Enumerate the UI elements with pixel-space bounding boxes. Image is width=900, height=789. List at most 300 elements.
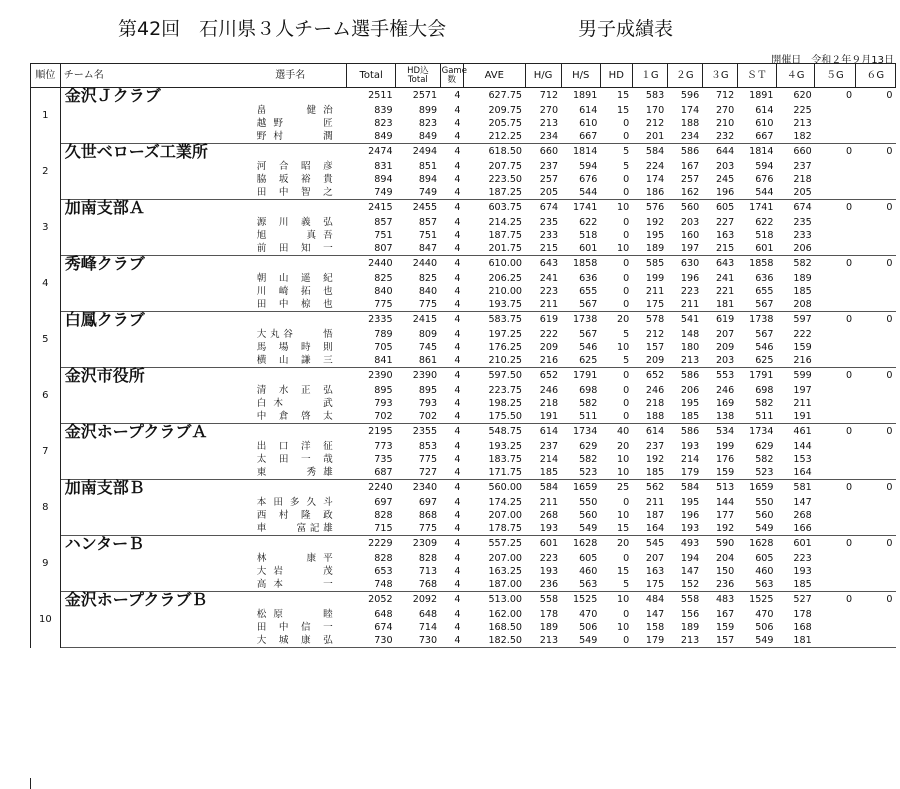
- player-ave: 175.50: [463, 410, 525, 424]
- player-st: 655: [755, 285, 774, 297]
- player-hg: 218: [539, 397, 559, 409]
- player-hd-total: 823: [418, 117, 438, 129]
- player-ave: 207.00: [488, 552, 523, 564]
- player-hs: 636: [579, 272, 598, 284]
- col-ave: AVE: [463, 64, 525, 88]
- player-hs: 506: [579, 621, 598, 633]
- player-g6-empty: [855, 440, 895, 453]
- team-hd-total: 2355: [396, 424, 441, 441]
- player-row: [31, 621, 896, 634]
- player-g3: 159: [702, 466, 737, 480]
- player-row: [31, 440, 896, 453]
- team-hd-total: 2440: [396, 256, 441, 273]
- player-games: 4: [454, 384, 461, 396]
- player-g5-empty: [815, 397, 855, 410]
- player-name: 脇坂裕貴: [256, 173, 333, 185]
- player-st: 460: [755, 565, 774, 577]
- player-g2: 206: [680, 384, 700, 396]
- team-games: 4: [440, 424, 463, 441]
- player-g4: 178: [793, 608, 812, 620]
- team-ave: 513.00: [463, 592, 525, 609]
- player-hs: 625: [561, 354, 600, 368]
- player-g4: 216: [777, 354, 815, 368]
- team-g3: 553: [702, 368, 737, 385]
- player-row: [31, 509, 896, 522]
- player-hs: 560: [579, 509, 598, 521]
- team-total: 2195: [347, 424, 396, 441]
- player-g5-empty: [815, 522, 855, 536]
- player-hd: 15: [616, 104, 630, 116]
- player-ave: 187.25: [463, 186, 525, 200]
- player-hs: 582: [579, 453, 598, 465]
- player-ave: 171.75: [463, 466, 525, 480]
- player-hd-total: 697: [418, 496, 438, 508]
- player-g1: 179: [632, 634, 667, 648]
- team-g4: 581: [777, 480, 815, 497]
- team-hd: 10: [600, 200, 632, 217]
- player-g1: 175: [632, 298, 667, 312]
- team-g6: 0: [855, 312, 895, 329]
- player-g3: 176: [715, 453, 735, 465]
- player-g3: 167: [715, 608, 735, 620]
- player-ave: 193.25: [488, 440, 523, 452]
- team-total: 2511: [347, 88, 396, 105]
- player-hg: 193: [539, 565, 559, 577]
- col-hd-total-line1: HD込: [407, 65, 429, 76]
- player-name: 清水正弘: [256, 384, 333, 396]
- player-games: 4: [454, 328, 461, 340]
- player-hd: 0: [623, 608, 630, 620]
- player-g3: 236: [702, 578, 737, 592]
- team-g5: 0: [815, 88, 855, 105]
- player-g3: 199: [715, 440, 735, 452]
- player-hs: 550: [579, 496, 598, 508]
- player-total: 735: [374, 453, 393, 465]
- player-st: 676: [755, 173, 774, 185]
- player-st: 622: [755, 216, 774, 228]
- player-g5-empty: [815, 440, 855, 453]
- player-hd-total: 730: [396, 634, 441, 648]
- player-hd: 10: [616, 509, 630, 521]
- player-ave: 223.75: [488, 384, 523, 396]
- player-hs: 622: [579, 216, 598, 228]
- player-g2: 180: [680, 341, 700, 353]
- player-total: 748: [347, 578, 396, 592]
- player-g2: 194: [680, 552, 700, 564]
- player-hg: 213: [525, 634, 561, 648]
- player-games: 4: [454, 496, 461, 508]
- player-g6-empty: [855, 466, 895, 480]
- player-g2: 152: [667, 578, 702, 592]
- player-ave: 207.75: [488, 160, 523, 172]
- player-name: 高本 一: [60, 578, 347, 592]
- player-g4: 222: [793, 328, 812, 340]
- player-g6-empty: [855, 341, 895, 354]
- player-g4: 181: [777, 634, 815, 648]
- player-st: 550: [755, 496, 774, 508]
- player-row: [31, 216, 896, 229]
- team-g4: 601: [777, 536, 815, 553]
- col-g2: ２G: [667, 64, 702, 88]
- player-games: 4: [440, 130, 463, 144]
- player-g1: 192: [645, 453, 665, 465]
- player-row: [31, 186, 896, 200]
- player-name: 田中信一: [256, 621, 333, 633]
- player-g4: 206: [777, 242, 815, 256]
- player-hd: 0: [623, 173, 630, 185]
- team-g4: 599: [777, 368, 815, 385]
- player-row: [31, 104, 896, 117]
- player-hg: 191: [525, 410, 561, 424]
- player-g6-empty: [855, 496, 895, 509]
- player-hs: 523: [561, 466, 600, 480]
- player-total: 653: [374, 565, 393, 577]
- player-name: 越野 匠: [256, 117, 333, 129]
- team-g3: 644: [702, 144, 737, 161]
- player-ave: 163.25: [488, 565, 523, 577]
- player-hg: 193: [525, 522, 561, 536]
- player-hd-total: 793: [418, 397, 438, 409]
- player-hd-total: 849: [396, 130, 441, 144]
- player-g6-empty: [855, 634, 895, 648]
- player-hd-total: 894: [418, 173, 438, 185]
- player-row: [31, 634, 896, 648]
- player-st: 567: [737, 298, 776, 312]
- player-name: 旭 真吾: [256, 229, 333, 241]
- team-total: 2390: [347, 368, 396, 385]
- player-ave: 209.75: [488, 104, 523, 116]
- team-g5: 0: [815, 256, 855, 273]
- player-total: 749: [347, 186, 396, 200]
- player-g3: 177: [715, 509, 735, 521]
- player-g5-empty: [815, 285, 855, 298]
- player-st: 629: [755, 440, 774, 452]
- player-games: 4: [440, 242, 463, 256]
- player-g2: 203: [680, 216, 700, 228]
- team-g4: 620: [777, 88, 815, 105]
- team-hd: 15: [600, 88, 632, 105]
- player-hg: 236: [525, 578, 561, 592]
- team-g1: 562: [632, 480, 667, 497]
- player-ave: 210.00: [488, 285, 523, 297]
- player-g1: 201: [632, 130, 667, 144]
- team-name: 加南支部Ｂ: [60, 480, 347, 497]
- player-name: 本田多久斗: [256, 496, 333, 508]
- player-hg: 237: [539, 160, 559, 172]
- team-hd: 40: [600, 424, 632, 441]
- player-g1: 211: [645, 285, 665, 297]
- player-games: 4: [454, 621, 461, 633]
- player-g6-empty: [855, 552, 895, 565]
- player-g1: 175: [632, 578, 667, 592]
- table-border-tail: [30, 778, 31, 789]
- team-g2: 584: [667, 480, 702, 497]
- player-g2: 185: [667, 410, 702, 424]
- player-ave: 178.75: [463, 522, 525, 536]
- col-games-line2: 数: [447, 74, 457, 85]
- player-g6-empty: [855, 285, 895, 298]
- team-games: 4: [440, 312, 463, 329]
- team-name: 金沢ホープクラブＢ: [60, 592, 347, 609]
- player-g2: 223: [680, 285, 700, 297]
- player-g4: 168: [793, 621, 812, 633]
- player-g3: 196: [702, 186, 737, 200]
- player-games: 4: [454, 272, 461, 284]
- player-hg: 235: [539, 216, 559, 228]
- team-hg: 619: [525, 312, 561, 329]
- player-name: 田中智之: [60, 186, 347, 200]
- team-g6: 0: [855, 536, 895, 553]
- player-total: 841: [347, 354, 396, 368]
- player-g3: 232: [702, 130, 737, 144]
- team-name: 白鳳クラブ: [60, 312, 347, 329]
- team-st: 1814: [737, 144, 776, 161]
- player-g5-empty: [815, 130, 855, 144]
- team-g5: 0: [815, 200, 855, 217]
- player-g6-empty: [855, 117, 895, 130]
- player-total: 831: [374, 160, 393, 172]
- player-name: 河合昭彦: [256, 160, 333, 172]
- player-g4: 144: [793, 440, 812, 452]
- team-g6: 0: [855, 592, 895, 609]
- team-g6: 0: [855, 88, 895, 105]
- team-ave: 618.50: [463, 144, 525, 161]
- player-g1: 211: [645, 496, 665, 508]
- player-g4: 213: [793, 117, 812, 129]
- player-g3: 245: [715, 173, 735, 185]
- player-st: 636: [755, 272, 774, 284]
- player-g6-empty: [855, 384, 895, 397]
- player-hs: 518: [579, 229, 598, 241]
- player-hd: 0: [600, 634, 632, 648]
- player-g2: 167: [680, 160, 700, 172]
- player-g4: 193: [793, 565, 812, 577]
- player-hd-total: 648: [418, 608, 438, 620]
- player-g5-empty: [815, 634, 855, 648]
- team-hg: 652: [525, 368, 561, 385]
- player-hd: 0: [623, 397, 630, 409]
- player-hs: 601: [561, 242, 600, 256]
- player-g1: 237: [645, 440, 665, 452]
- team-row: [31, 88, 896, 105]
- player-g1: 164: [632, 522, 667, 536]
- player-g2: 213: [667, 634, 702, 648]
- player-total: 839: [374, 104, 393, 116]
- team-g3: 590: [702, 536, 737, 553]
- player-st: 523: [737, 466, 776, 480]
- team-g3: 712: [702, 88, 737, 105]
- team-g1: 484: [632, 592, 667, 609]
- player-total: 773: [374, 440, 393, 452]
- team-g4: 674: [777, 200, 815, 217]
- player-st: 698: [755, 384, 774, 396]
- col-games: [440, 64, 467, 88]
- team-rank: 9: [31, 536, 61, 592]
- team-name: 金沢Ｊクラブ: [60, 88, 347, 105]
- player-hd: 10: [616, 453, 630, 465]
- player-st: 511: [737, 410, 776, 424]
- player-total: 793: [374, 397, 393, 409]
- player-row: [31, 285, 896, 298]
- team-g4: 527: [777, 592, 815, 609]
- player-row: [31, 117, 896, 130]
- player-games: 4: [454, 216, 461, 228]
- player-g4: 218: [793, 173, 812, 185]
- player-total: 825: [374, 272, 393, 284]
- team-ave: 560.00: [463, 480, 525, 497]
- player-st: 582: [755, 453, 774, 465]
- player-hd: 5: [600, 578, 632, 592]
- player-total: 648: [374, 608, 393, 620]
- team-g2: 560: [667, 200, 702, 217]
- team-hd-total: 2455: [396, 200, 441, 217]
- player-hs: 610: [579, 117, 598, 129]
- player-row: [31, 466, 896, 480]
- player-g6-empty: [855, 509, 895, 522]
- team-hg: 660: [525, 144, 561, 161]
- team-row: [31, 592, 896, 609]
- player-g2: 189: [680, 621, 700, 633]
- player-g6-empty: [855, 130, 895, 144]
- player-row: [31, 608, 896, 621]
- player-g6-empty: [855, 272, 895, 285]
- player-g1: 170: [645, 104, 665, 116]
- player-hd: 20: [616, 440, 630, 452]
- header-row: [31, 64, 896, 88]
- player-total: 697: [374, 496, 393, 508]
- player-g2: 234: [667, 130, 702, 144]
- team-hg: 584: [525, 480, 561, 497]
- player-row: [31, 242, 896, 256]
- player-g2: 179: [667, 466, 702, 480]
- player-hd: 0: [600, 186, 632, 200]
- player-hd: 0: [623, 272, 630, 284]
- team-st: 1525: [737, 592, 776, 609]
- col-st: ＳＴ: [737, 64, 776, 88]
- player-g6-empty: [855, 453, 895, 466]
- team-st: 1628: [737, 536, 776, 553]
- team-total: 2052: [347, 592, 396, 609]
- player-name: 源川義弘: [256, 216, 333, 228]
- player-row: [31, 298, 896, 312]
- player-st: 549: [737, 634, 776, 648]
- player-g3: 192: [702, 522, 737, 536]
- team-games: 4: [440, 592, 463, 609]
- player-games: 4: [454, 397, 461, 409]
- tournament-title: 第42回 石川県３人チーム選手権大会: [118, 18, 447, 40]
- player-g2: 147: [680, 565, 700, 577]
- team-g3: 643: [702, 256, 737, 273]
- player-g6-empty: [855, 522, 895, 536]
- team-hg: 674: [525, 200, 561, 217]
- team-games: 4: [440, 88, 463, 105]
- team-ave: 627.75: [463, 88, 525, 105]
- player-g4: 235: [793, 216, 812, 228]
- player-hg: 189: [539, 621, 559, 633]
- player-total: 840: [374, 285, 393, 297]
- player-hg: 223: [539, 285, 559, 297]
- player-hg: 270: [539, 104, 559, 116]
- team-g4: 461: [777, 424, 815, 441]
- player-g3: 138: [702, 410, 737, 424]
- player-g5-empty: [815, 509, 855, 522]
- team-g6: 0: [855, 144, 895, 161]
- team-hd: 20: [600, 312, 632, 329]
- player-g3: 181: [702, 298, 737, 312]
- player-g6-empty: [855, 328, 895, 341]
- player-g4: 189: [793, 272, 812, 284]
- player-g1: 218: [645, 397, 665, 409]
- player-hs: 511: [561, 410, 600, 424]
- player-g6-empty: [855, 621, 895, 634]
- player-g1: 187: [645, 509, 665, 521]
- player-hd: 0: [623, 496, 630, 508]
- player-g3: 241: [715, 272, 735, 284]
- player-hd-total: 713: [418, 565, 438, 577]
- col-player-label: 選手名: [275, 69, 306, 81]
- team-row: [31, 424, 896, 441]
- player-g1: 185: [632, 466, 667, 480]
- team-rank: 7: [31, 424, 61, 480]
- player-total: 674: [374, 621, 393, 633]
- player-hg: 213: [539, 117, 559, 129]
- player-g5-empty: [815, 173, 855, 186]
- player-g5-empty: [815, 453, 855, 466]
- player-name: 川崎拓也: [256, 285, 333, 297]
- team-total: 2440: [347, 256, 396, 273]
- player-g2: 195: [680, 397, 700, 409]
- player-st: 563: [737, 578, 776, 592]
- player-g4: 153: [793, 453, 812, 465]
- team-st: 1891: [737, 88, 776, 105]
- player-g1: 246: [645, 384, 665, 396]
- team-row: [31, 536, 896, 553]
- col-hd-total-line2: Total: [407, 74, 428, 85]
- player-row: [31, 565, 896, 578]
- team-g1: 576: [632, 200, 667, 217]
- team-rank: 3: [31, 200, 61, 256]
- player-g1: 192: [645, 216, 665, 228]
- team-rank: 8: [31, 480, 61, 536]
- player-g5-empty: [815, 242, 855, 256]
- player-g1: 212: [645, 328, 665, 340]
- player-row: [31, 453, 896, 466]
- team-ave: 548.75: [463, 424, 525, 441]
- player-g5-empty: [815, 117, 855, 130]
- team-row: [31, 312, 896, 329]
- player-games: 4: [454, 229, 461, 241]
- player-hs: 594: [579, 160, 598, 172]
- player-hd: 10: [616, 621, 630, 633]
- player-ave: 223.50: [488, 173, 523, 185]
- player-ave: 214.25: [488, 216, 523, 228]
- team-g1: 578: [632, 312, 667, 329]
- player-g4: 185: [793, 285, 812, 297]
- team-games: 4: [440, 144, 463, 161]
- player-g4: 182: [777, 130, 815, 144]
- player-hd-total: 899: [418, 104, 438, 116]
- player-st: 518: [755, 229, 774, 241]
- player-g5-empty: [815, 328, 855, 341]
- team-rank: 5: [31, 312, 61, 368]
- player-row: [31, 160, 896, 173]
- col-rank: 順位: [31, 64, 61, 88]
- player-games: 4: [454, 173, 461, 185]
- player-st: 582: [755, 397, 774, 409]
- team-g1: 652: [632, 368, 667, 385]
- player-hd: 0: [600, 298, 632, 312]
- player-g5-empty: [815, 229, 855, 242]
